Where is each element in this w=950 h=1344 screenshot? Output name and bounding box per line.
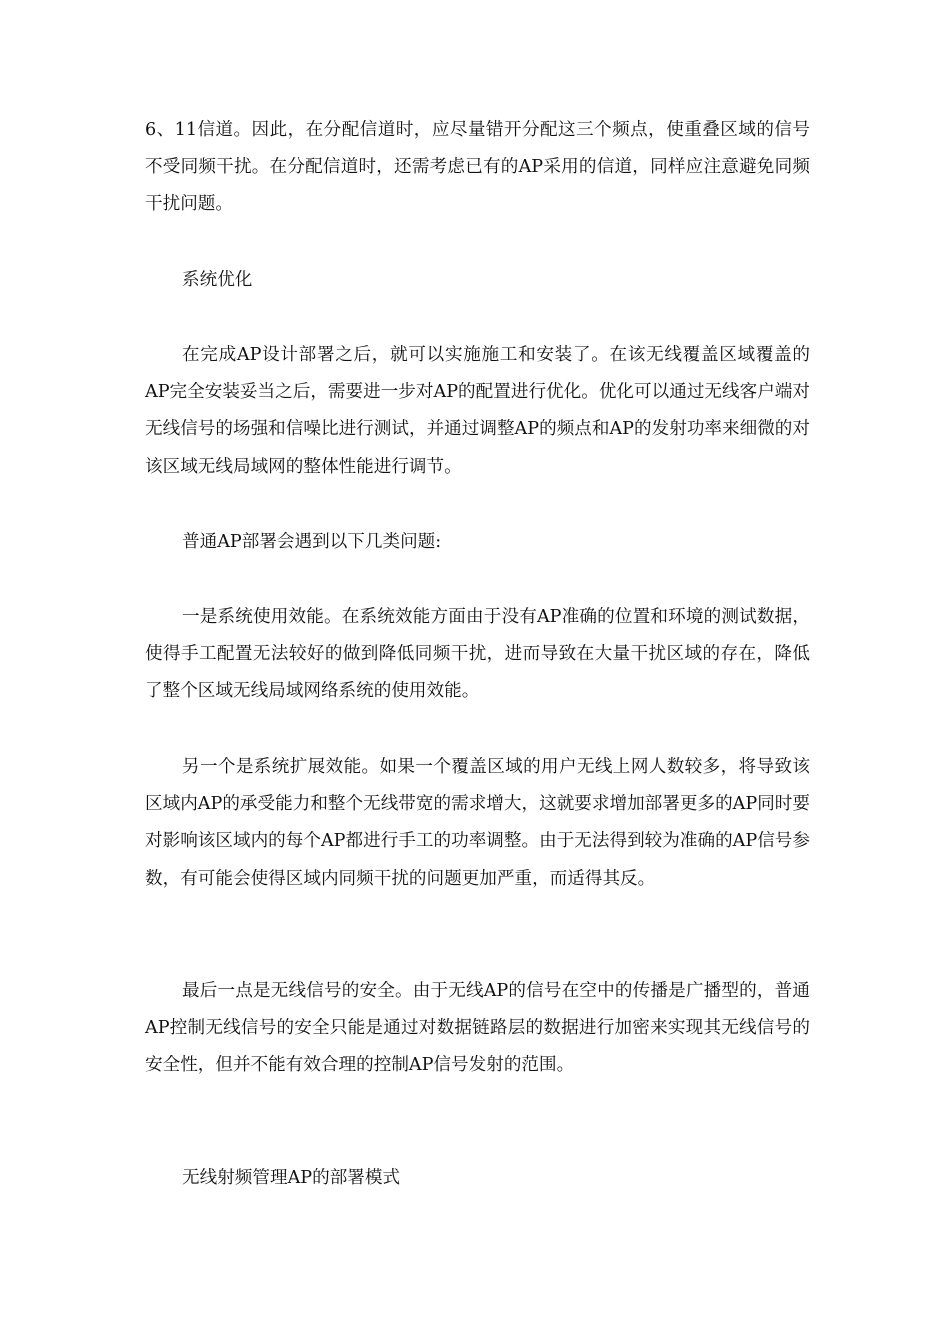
paragraph-problem-intro: 普通AP部署会遇到以下几类问题: [182,532,442,552]
paragraph-channel-allocation: 6、11信道。因此，在分配信道时，应尽量错开分配这三个频点，使重叠区域的信号不受同频干扰。在分配信道时，还需考虑已有的AP采用的信道，同样应注意避免同频干扰问题。 [145,120,810,215]
paragraph-problem-efficiency: 一是系统使用效能。在系统效能方面由于没有AP准确的位置和环境的测试数据，使得手工配置无法较好的做到降低同频干扰，进而导致在大量干扰区域的存在，降低了整个区域无线局域网络系统的使用效能。 [145,607,810,702]
heading-rf-management-deployment: 无线射频管理AP的部署模式 [182,1168,401,1188]
paragraph-optimization-details: 在完成AP设计部署之后，就可以实施施工和安装了。在该无线覆盖区域覆盖的AP完全安装妥当之后，需要进一步对AP的配置进行优化。优化可以通过无线客户端对无线信号的场强和信噪比进行测试，并通过调整AP的频点和AP的发射功率来细微的对该区域无线局域网的整体性能进行调节。 [145,345,810,477]
paragraph-problem-expansion: 另一个是系统扩展效能。如果一个覆盖区域的用户无线上网人数较多，将导致该区域内AP的承受能力和整个无线带宽的需求增大，这就要求增加部署更多的AP同时要对影响该区域内的每个AP都进行手工的功率调整。由于无法得到较为准确的AP信号参数，有可能会使得区域内同频干扰的问题更加严重，而适得其反。 [145,757,810,889]
heading-system-optimization: 系统优化 [182,270,253,290]
paragraph-problem-security: 最后一点是无线信号的安全。由于无线AP的信号在空中的传播是广播型的，普通AP控制无线信号的安全只能是通过对数据链路层的数据进行加密来实现其无线信号的安全性，但并不能有效合理的控制AP信号发射的范围。 [145,981,810,1076]
